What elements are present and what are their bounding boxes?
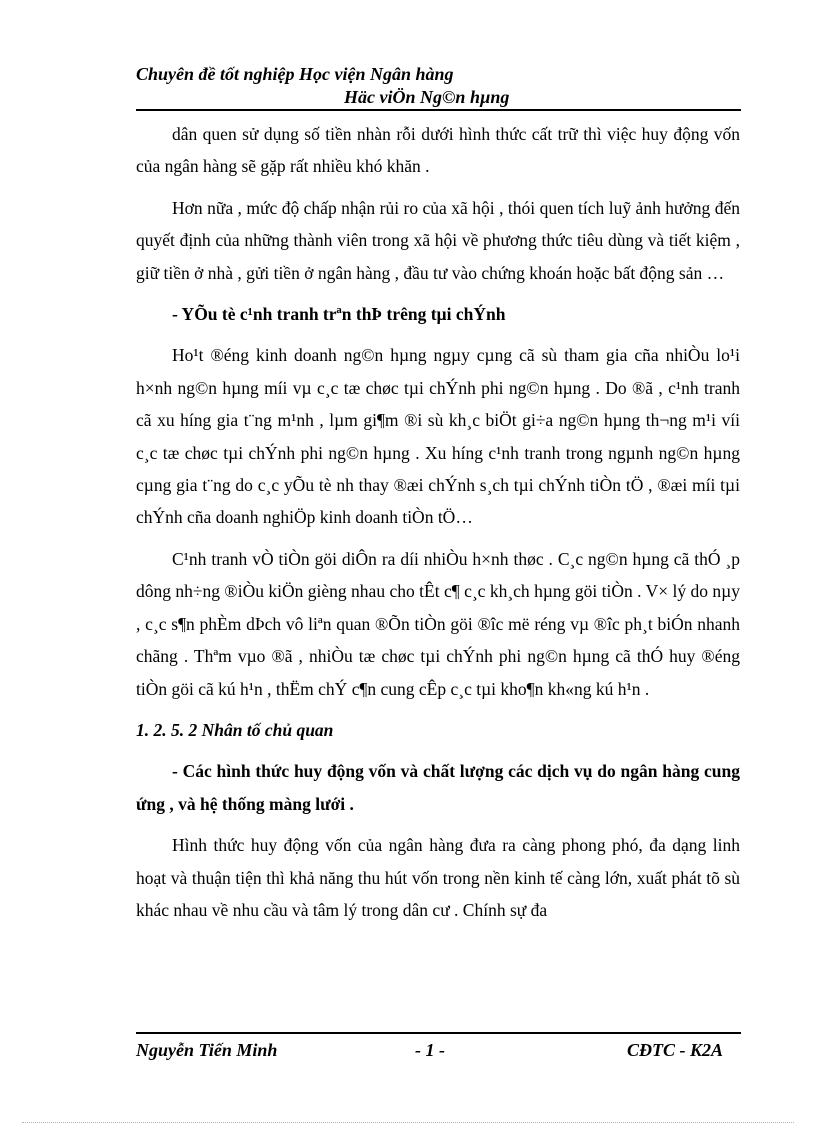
paragraph-3: Ho¹t ®éng kinh doanh ng©n hµng ngµy cµng cã sù tham gia cña nhiÒu lo¹i h×nh ng©n hµng míi vµ c¸c tæ chøc tµi chÝnh phi ng©n hµng . Do ®ã , c¹nh tranh cã xu híng gia t¨ng m¹nh , lµm gi¶m ®i sù kh¸c biÖt gi÷a ng©n hµng th¬ng m¹i víi c¸c tæ chøc tµi chÝnh phi ng©n hµng . Xu híng c¹nh tranh trong ngµnh ng©n hµng cµng gia t¨ng do c¸c yÕu tè nh thay ®æi chÝnh s¸ch tµi chÝnh tiÒn tÖ , ®æi míi tµi chÝnh cña doanh nghiÖp kinh doanh tiÒn tÖ…: [136, 345, 740, 528]
subheading-forms: - Các hình thức huy động vốn và chất lượng các dịch vụ do ngân hàng cung ứng , và hệ thống màng lưới .: [136, 761, 740, 814]
subheading-competition: - YÕu tè c¹nh tranh trªn thÞ trêng tµi chÝnh: [172, 304, 506, 325]
header-subtitle: Häc viÖn Ng©n hµng: [344, 87, 510, 107]
document-body: [136, 118, 740, 935]
section-heading: 1. 2. 5. 2 Nhân tố chủ quan: [136, 719, 334, 740]
paragraph-2: Hơn nữa , mức độ chấp nhận rủi ro của xã hội , thói quen tích luỹ ảnh hưởng đến quyết định của những thành viên trong xã hội về phương thức tiêu dùng và tiết kiệm , giữ tiền ở nhà , gửi tiền ở ngân hàng , đầu tư vào chứng khoán hoặc bất động sản …: [136, 197, 740, 283]
footer-author: Nguyễn Tiến Minh: [136, 1040, 278, 1060]
paragraph-4: C¹nh tranh vÒ tiÒn göi diÔn ra díi nhiÒu h×nh thøc . C¸c ng©n hµng cã thÓ ¸p dông nh÷ng ®iÒu kiÖn gièng nhau cho tÊt c¶ c¸c kh¸ch hµng göi tiÒn . V× lý do nµy , c¸c s¶n phÈm dÞch vô liªn quan ®Õn tiÒn göi ®îc më réng vµ ®îc ph¸t biÓn nhanh chãng . Thªm vµo ®ã , nhiÒu tæ chøc tµi chÝnh phi ng©n hµng cã thÓ huy ®éng tiÒn göi cã kú h¹n , thËm chÝ c¶n cung cÊp c¸c tµi kho¶n kh«ng kú h¹n .: [136, 548, 740, 699]
paragraph-1: dân quen sử dụng số tiền nhàn rỗi dưới hình thức cất trữ thì việc huy động vốn của ngân hàng sẽ gặp rất nhiều khó khăn .: [136, 124, 740, 177]
paragraph-5: Hình thức huy động vốn của ngân hàng đưa ra càng phong phó, đa dạng linh hoạt và thuận tiện thì khả năng thu hút vốn trong nền kinh tế càng lớn, xuất phát tõ sù khác nhau về nhu cầu và tâm lý trong dân cư . Chính sự đa: [136, 835, 740, 920]
footer-rule: [136, 1032, 741, 1034]
footer-code: CĐTC - K2A: [627, 1040, 724, 1060]
header-rule: [136, 109, 741, 111]
header-title: Chuyên đề tốt nghiệp Học viện Ngân hàng: [136, 64, 454, 84]
footer-page-number: - 1 -: [415, 1040, 445, 1060]
